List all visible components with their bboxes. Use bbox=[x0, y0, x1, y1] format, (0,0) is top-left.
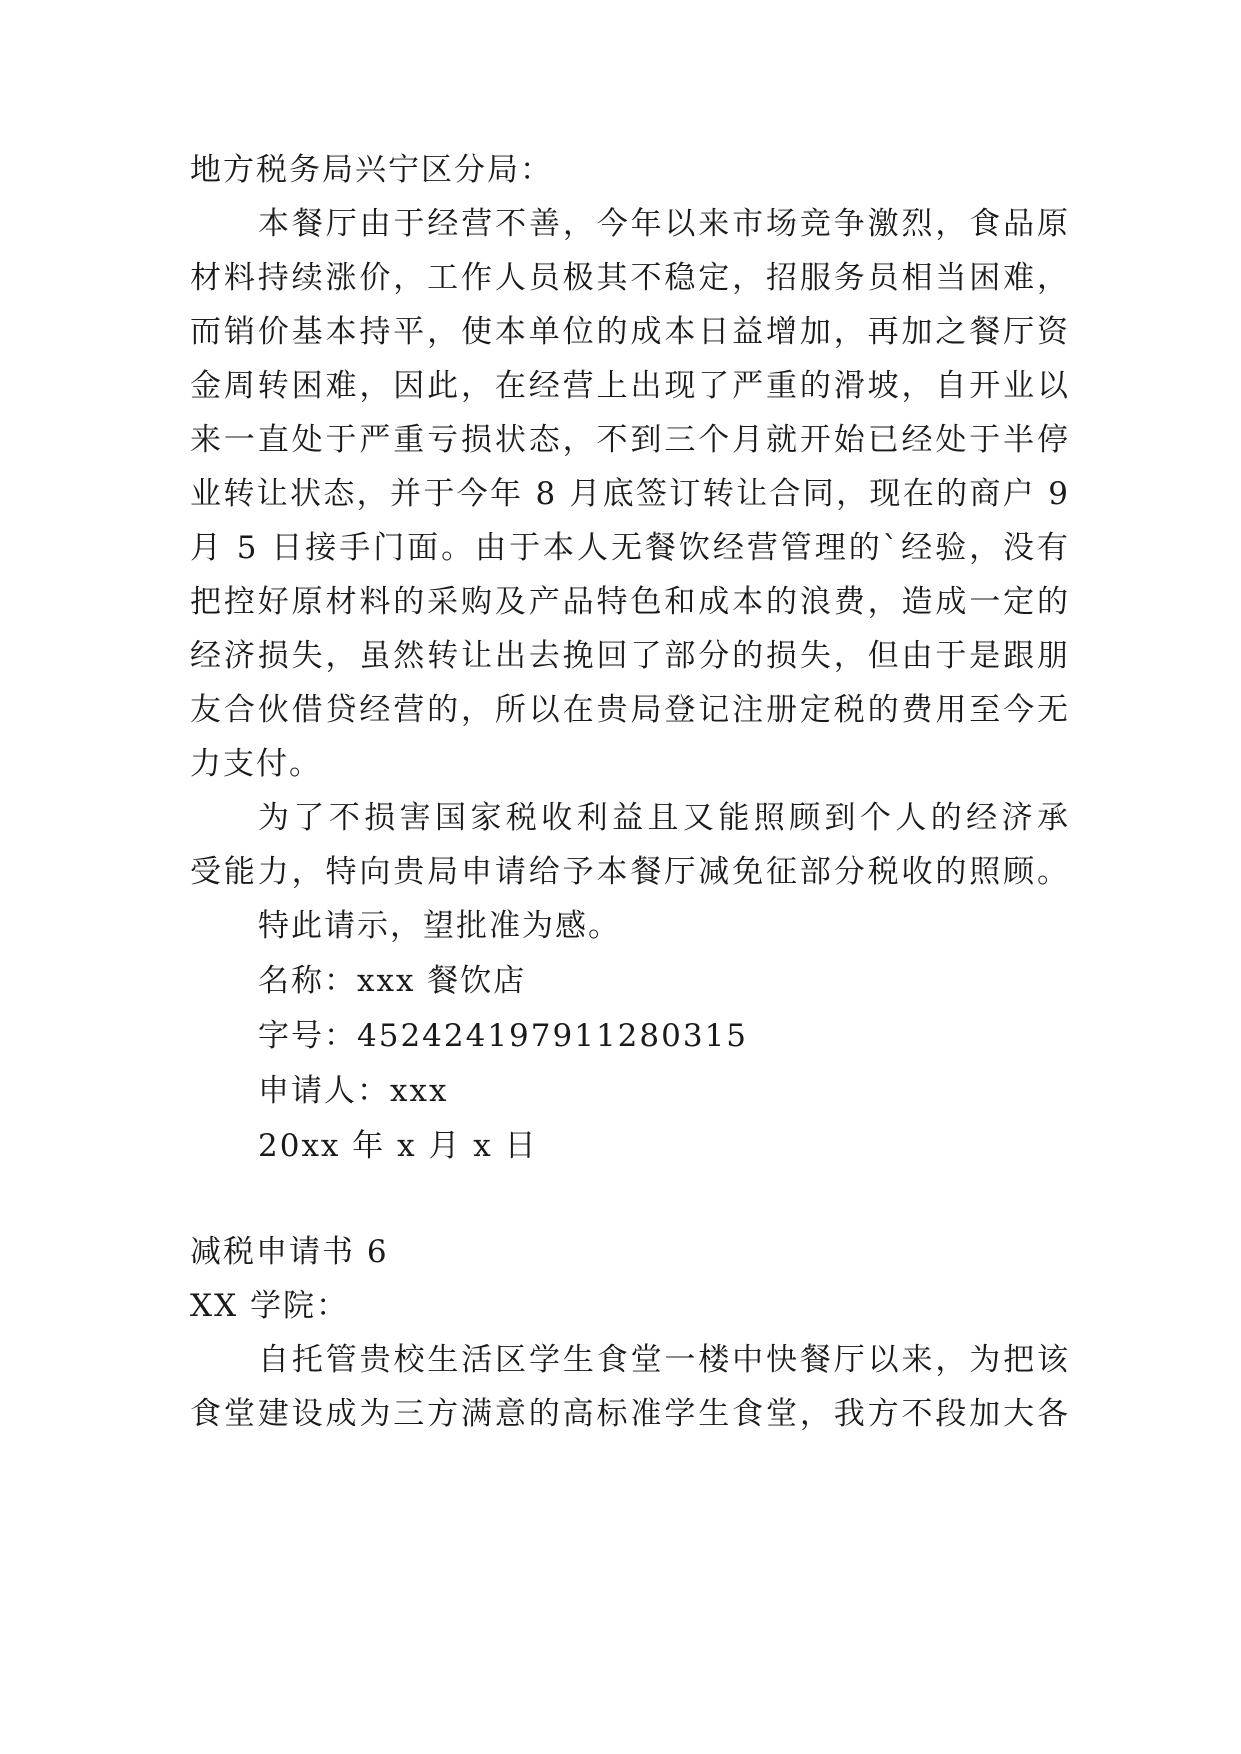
closing-line: 特此请示，望批准为感。 bbox=[258, 908, 621, 944]
paragraph-line: 经济损失，虽然转让出去挽回了部分的损失，但由于是跟朋 bbox=[190, 638, 1070, 674]
section-title: 减税申请书 6 bbox=[190, 1234, 389, 1270]
date-line: 20xx 年 x 月 x 日 bbox=[258, 1128, 538, 1164]
paragraph-line: 材料持续涨价，工作人员极其不稳定，招服务员相当困难， bbox=[190, 260, 1070, 296]
id-line: 字号：452424197911280315 bbox=[258, 1018, 749, 1054]
paragraph-line: 月 5 日接手门面。由于本人无餐饮经营管理的`经验，没有 bbox=[190, 530, 1070, 566]
paragraph-line: 本餐厅由于经营不善，今年以来市场竞争激烈，食品原 bbox=[258, 206, 1070, 242]
applicant-line: 申请人：xxx bbox=[258, 1073, 449, 1109]
paragraph-line: 把控好原材料的采购及产品特色和成本的浪费，造成一定的 bbox=[190, 584, 1070, 620]
paragraph-line: 来一直处于严重亏损状态，不到三个月就开始已经处于半停 bbox=[190, 422, 1070, 458]
paragraph-line: 金周转困难，因此，在经营上出现了严重的滑坡，自开业以 bbox=[190, 368, 1070, 404]
paragraph-line: 友合伙借贷经营的，所以在贵局登记注册定税的费用至今无 bbox=[190, 692, 1070, 728]
salutation: 地方税务局兴宁区分局： bbox=[190, 152, 553, 188]
paragraph-line: 力支付。 bbox=[190, 746, 322, 782]
paragraph-line: 为了不损害国家税收利益且又能照顾到个人的经济承 bbox=[258, 800, 1070, 836]
paragraph-line: 受能力，特向贵局申请给予本餐厅减免征部分税收的照顾。 bbox=[190, 854, 1070, 890]
name-line: 名称：xxx 餐饮店 bbox=[258, 963, 527, 999]
paragraph-line: 而销价基本持平，使本单位的成本日益增加，再加之餐厅资 bbox=[190, 314, 1070, 350]
salutation: XX 学院： bbox=[190, 1288, 349, 1324]
paragraph-line: 食堂建设成为三方满意的高标准学生食堂，我方不段加大各 bbox=[190, 1396, 1070, 1432]
paragraph-line: 自托管贵校生活区学生食堂一楼中快餐厅以来，为把该 bbox=[258, 1342, 1070, 1378]
paragraph-line: 业转让状态，并于今年 8 月底签订转让合同，现在的商户 9 bbox=[190, 476, 1070, 512]
